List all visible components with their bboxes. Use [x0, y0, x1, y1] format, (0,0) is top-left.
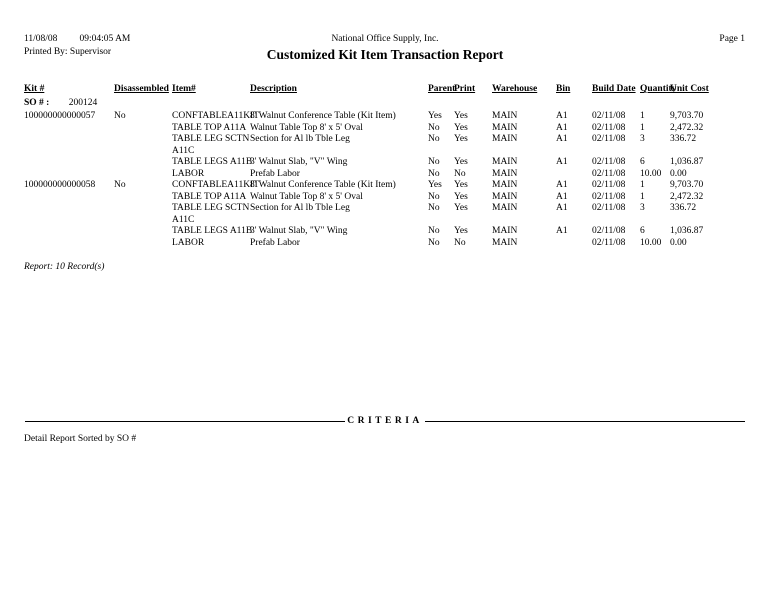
so-label: SO # :	[24, 97, 50, 108]
build-date: 02/11/08	[592, 191, 626, 202]
parent-flag: No	[428, 191, 440, 202]
warehouse: MAIN	[492, 226, 518, 236]
build-date: 02/11/08	[592, 226, 626, 236]
table-row	[24, 180, 737, 192]
bin	[554, 238, 590, 250]
bin: A1	[556, 111, 568, 121]
parent-flag: No	[428, 122, 440, 133]
quantity: 3	[640, 134, 645, 144]
quantity: 1	[640, 191, 645, 202]
build-date: 02/11/08	[592, 180, 626, 190]
build-date: 02/11/08	[592, 122, 626, 133]
unit-cost: 0.00	[670, 168, 687, 179]
criteria-rule-left	[25, 421, 345, 422]
item-description: 8' Walnut Conference Table (Kit Item)	[250, 180, 396, 190]
col-description: Description	[250, 84, 297, 94]
item-number: TABLE LEG SCTN A11C	[172, 134, 250, 156]
unit-cost: 1,036.87	[670, 226, 704, 236]
criteria-rule-right	[425, 421, 745, 422]
item-number: TABLE LEGS A11B	[172, 226, 253, 236]
print-flag: Yes	[454, 191, 468, 202]
item-number: LABOR	[172, 237, 205, 248]
warehouse: MAIN	[492, 157, 518, 167]
disassembled-value: No	[114, 180, 126, 190]
criteria-label: CRITERIA	[347, 416, 423, 426]
build-date: 02/11/08	[592, 134, 626, 144]
quantity: 10.00	[640, 168, 662, 179]
bin: A1	[556, 122, 568, 133]
col-unit-cost: Unit Cost	[670, 84, 709, 94]
warehouse: MAIN	[492, 134, 518, 144]
print-flag: Yes	[454, 203, 468, 213]
criteria-divider	[25, 415, 745, 427]
unit-cost: 336.72	[670, 134, 697, 144]
print-flag: No	[454, 168, 466, 179]
col-print: Print	[454, 84, 476, 94]
table-row	[24, 203, 737, 226]
so-number-row	[24, 96, 737, 112]
item-description: Walnut Table Top 8' x 5' Oval	[250, 191, 363, 202]
parent-flag: No	[428, 168, 440, 179]
parent-flag: No	[428, 203, 440, 213]
disassembled-value: No	[114, 111, 126, 121]
warehouse: MAIN	[492, 180, 518, 190]
parent-flag: No	[428, 237, 440, 248]
unit-cost: 9,703.70	[670, 111, 704, 121]
warehouse: MAIN	[492, 191, 518, 202]
item-number-wrap: A11C	[172, 214, 195, 225]
table-header-row	[24, 84, 737, 96]
print-flag: Yes	[454, 111, 468, 121]
bin: A1	[556, 226, 568, 236]
col-build-date: Build Date	[592, 84, 636, 94]
kit-number: 100000000000058	[24, 180, 96, 190]
record-summary: Report: 10 Record(s)	[24, 262, 105, 272]
build-date: 02/11/08	[592, 168, 626, 179]
quantity: 6	[640, 157, 645, 167]
unit-cost: 2,472.32	[670, 122, 704, 133]
print-flag: Yes	[454, 122, 468, 133]
quantity: 1	[640, 180, 645, 190]
printed-by-label: Printed By:	[24, 47, 68, 57]
unit-cost: 2,472.32	[670, 191, 704, 202]
table-row	[24, 157, 737, 169]
item-number: LABOR	[172, 168, 205, 179]
table-row	[24, 238, 737, 250]
quantity: 6	[640, 226, 645, 236]
table-row	[24, 134, 737, 157]
build-date: 02/11/08	[592, 203, 626, 213]
print-flag: No	[454, 237, 466, 248]
col-disassembled: Disassembled	[114, 84, 169, 94]
transaction-table	[24, 84, 737, 249]
col-kit: Kit #	[24, 84, 45, 94]
print-flag: Yes	[454, 157, 468, 167]
bin: A1	[556, 203, 568, 213]
bin	[554, 169, 590, 181]
col-bin: Bin	[556, 84, 571, 94]
col-warehouse: Warehouse	[492, 84, 538, 94]
item-number-wrap: A11C	[172, 145, 195, 156]
parent-flag: No	[428, 226, 440, 236]
item-description: Walnut Table Top 8' x 5' Oval	[250, 122, 363, 133]
item-number: TABLE TOP A11A	[172, 191, 247, 202]
unit-cost: 336.72	[670, 203, 697, 213]
sort-note: Detail Report Sorted by SO #	[24, 434, 137, 444]
warehouse: MAIN	[492, 203, 518, 213]
item-number: CONFTABLEA11KIT	[172, 180, 260, 190]
warehouse: MAIN	[492, 122, 518, 133]
warehouse: MAIN	[492, 111, 518, 121]
quantity: 10.00	[640, 237, 662, 248]
print-flag: Yes	[454, 226, 468, 236]
report-time: 09:04:05 AM	[79, 34, 131, 44]
bin: A1	[556, 180, 568, 190]
bin: A1	[556, 191, 568, 202]
item-number: TABLE LEGS A11B	[172, 157, 253, 167]
unit-cost: 9,703.70	[670, 180, 704, 190]
report-date: 11/08/08	[24, 34, 58, 44]
table-row	[24, 123, 737, 135]
quantity: 1	[640, 122, 645, 133]
so-value: 200124	[68, 97, 98, 108]
report-title: Customized Kit Item Transaction Report	[266, 47, 504, 62]
warehouse: MAIN	[492, 237, 518, 248]
unit-cost: 1,036.87	[670, 157, 704, 167]
item-number: CONFTABLEA11KIT	[172, 111, 260, 121]
table-row	[24, 111, 737, 123]
item-description: 8' Walnut Conference Table (Kit Item)	[250, 111, 396, 121]
item-description: Section for Al lb Tble Leg	[250, 134, 350, 144]
parent-flag: Yes	[428, 180, 442, 190]
company-name: National Office Supply, Inc.	[331, 34, 439, 44]
page-number: Page 1	[719, 34, 745, 44]
item-number: TABLE LEG SCTN A11C	[172, 203, 250, 225]
parent-flag: No	[428, 157, 440, 167]
kit-number: 100000000000057	[24, 111, 96, 121]
quantity: 3	[640, 203, 645, 213]
item-description: 3' Walnut Slab, "V" Wing	[250, 157, 348, 167]
print-flag: Yes	[454, 134, 468, 144]
item-description: 3' Walnut Slab, "V" Wing	[250, 226, 348, 236]
bin: A1	[556, 134, 568, 144]
bin: A1	[556, 157, 568, 167]
col-quantity: Quantity	[640, 84, 677, 94]
quantity: 1	[640, 111, 645, 121]
table-row	[24, 169, 737, 181]
col-item: Item#	[172, 84, 196, 94]
table-row	[24, 226, 737, 238]
build-date: 02/11/08	[592, 157, 626, 167]
item-number: TABLE TOP A11A	[172, 122, 247, 133]
warehouse: MAIN	[492, 168, 518, 179]
table-row	[24, 192, 737, 204]
col-parent: Parent	[428, 84, 456, 94]
parent-flag: Yes	[428, 111, 442, 121]
unit-cost: 0.00	[670, 237, 687, 248]
parent-flag: No	[428, 134, 440, 144]
build-date: 02/11/08	[592, 237, 626, 248]
item-description: Section for Al lb Tble Leg	[250, 203, 350, 213]
item-description: Prefab Labor	[250, 237, 300, 248]
item-description: Prefab Labor	[250, 168, 300, 179]
print-flag: Yes	[454, 180, 468, 190]
printed-by-value: Supervisor	[69, 47, 112, 57]
build-date: 02/11/08	[592, 111, 626, 121]
